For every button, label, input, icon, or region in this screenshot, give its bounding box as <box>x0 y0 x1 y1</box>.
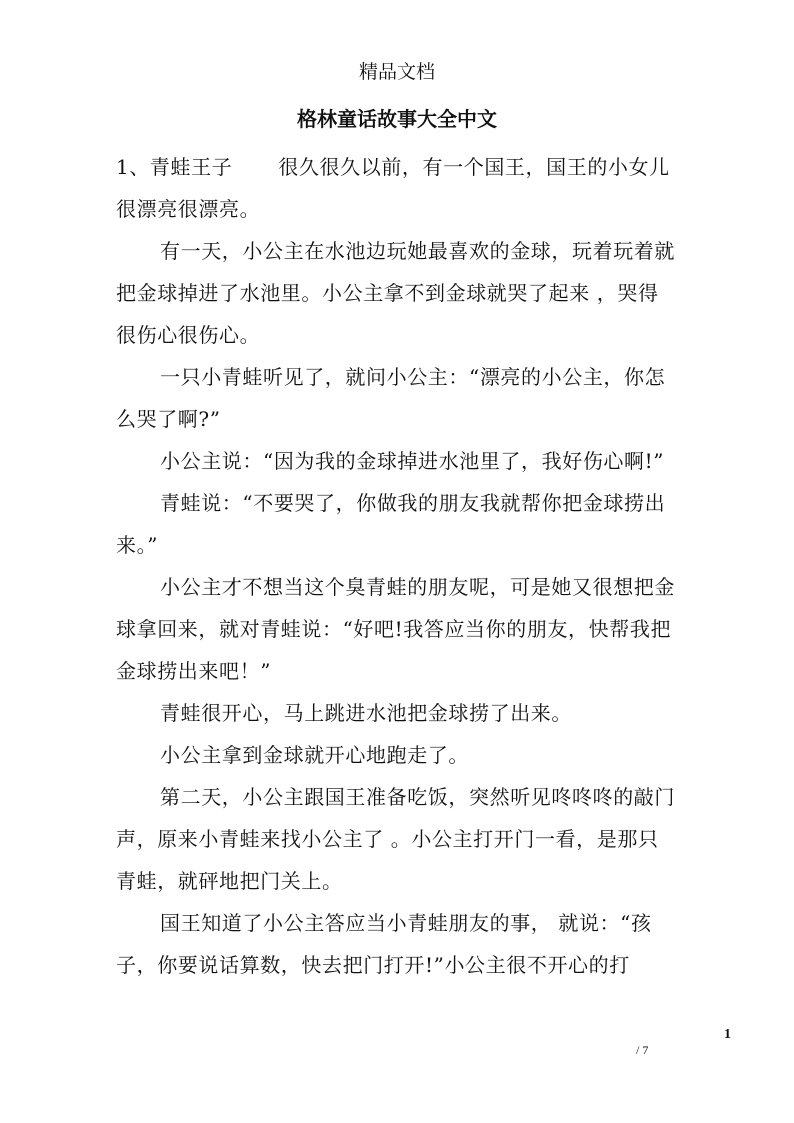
paragraph-9: 第二天，小公主跟国王准备吃饭，突然听见咚咚咚的敲门声，原来小青蛙来找小公主了 。小公主打开门一看，是那只青蛙，就砰地把门关上。 <box>116 785 675 893</box>
page-number: 1 <box>724 1027 731 1042</box>
story-label: 1、青蛙王子 <box>116 155 233 179</box>
paragraph-3: 一只小青蛙听见了，就问小公主：“漂亮的小公主，你怎么哭了啊?” <box>116 365 666 431</box>
page-total: / 7 <box>636 1043 649 1057</box>
paragraph-1 <box>116 146 676 230</box>
paragraph-4: 小公主说：“因为我的金球掉进水池里了，我好伤心啊!” <box>160 449 665 473</box>
paragraph-5: 青蛙说：“不要哭了，你做我的朋友我就帮你把金球捞出来。” <box>116 491 666 557</box>
paragraph-7: 青蛙很开心，马上跳进水池把金球捞了出来。 <box>160 701 572 725</box>
paragraph-2: 有一天，小公主在水池边玩她最喜欢的金球，玩着玩着就把金球掉进了水池里。小公主拿不到金球就哭了起来 ，哭得很伤心很伤心。 <box>116 239 675 347</box>
page-header: 精品文档 <box>358 61 435 83</box>
paragraph-1-text: 很久很久以前，有一个国王，国王的小女儿很漂亮很漂亮。 <box>116 155 670 221</box>
paragraph-8: 小公主拿到金球就开心地跑走了。 <box>160 743 469 767</box>
paragraph-6: 小公主才不想当这个臭青蛙的朋友呢，可是她又很想把金球拿回来，就对青蛙说：“好吧!我答应当你的朋友，快帮我把金球捞出来吧！” <box>116 575 675 683</box>
document-body <box>116 146 676 986</box>
document-title: 格林童话故事大全中文 <box>297 107 497 131</box>
paragraph-10: 国王知道了小公主答应当小青蛙朋友的事， 就说：“孩子，你要说话算数，快去把门打开!”小公主很不开心的打 <box>116 911 652 977</box>
